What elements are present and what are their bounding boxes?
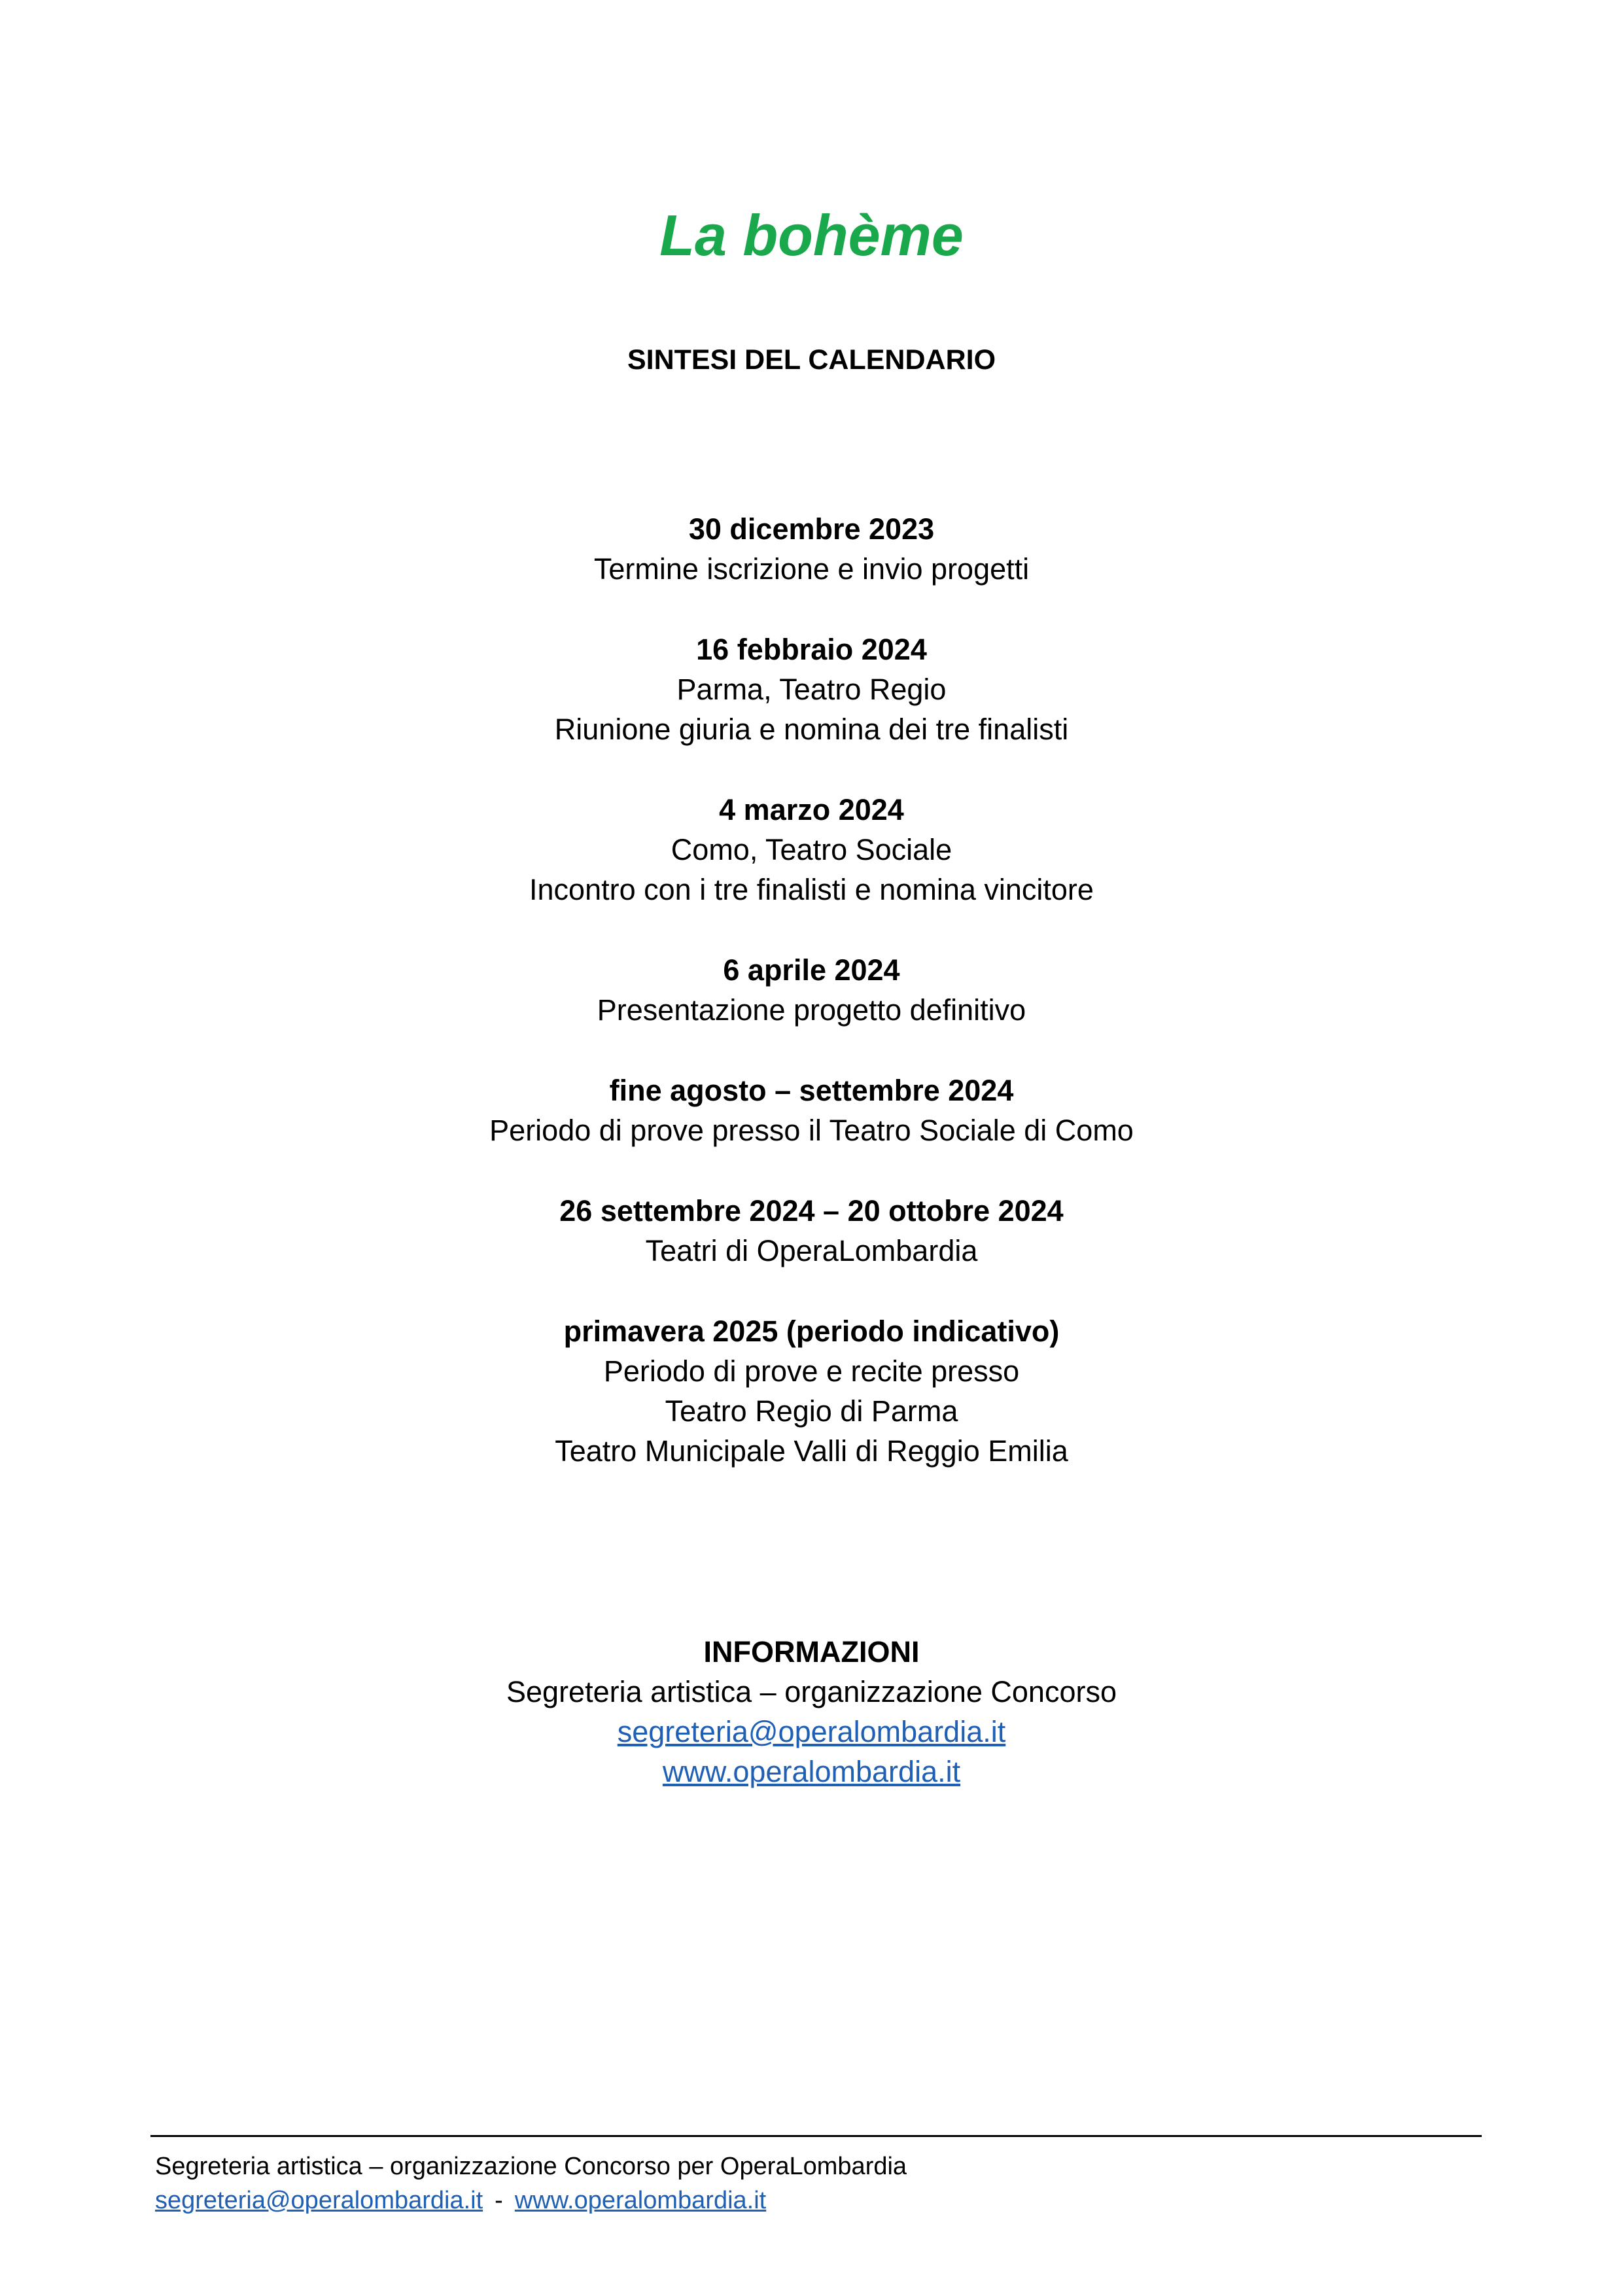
info-website-row (0, 1752, 1623, 1792)
page-footer (155, 2149, 1463, 2217)
event-description: Incontro con i tre finalisti e nomina vincitore (529, 873, 1094, 906)
calendar-event (0, 950, 1623, 1030)
footer-divider (150, 2135, 1482, 2137)
section-heading: SINTESI DEL CALENDARIO (627, 344, 996, 376)
info-heading: INFORMAZIONI (703, 1635, 920, 1669)
event-date: 4 marzo 2024 (719, 793, 904, 826)
event-description: Periodo di prove presso il Teatro Sociale di Como (489, 1114, 1134, 1147)
info-email-row (0, 1712, 1623, 1752)
event-date: primavera 2025 (periodo indicativo) (563, 1315, 1060, 1348)
event-venue: Teatro Regio di Parma (665, 1394, 958, 1428)
footer-separator: - (495, 2187, 503, 2214)
info-contact-label: Segreteria artistica – organizzazione Concorso (506, 1675, 1117, 1708)
info-section (0, 1632, 1623, 1792)
event-location: Parma, Teatro Regio (676, 673, 947, 706)
event-description: Presentazione progetto definitivo (597, 993, 1026, 1027)
event-date: fine agosto – settembre 2024 (609, 1074, 1014, 1107)
event-date: 26 settembre 2024 – 20 ottobre 2024 (559, 1194, 1064, 1227)
event-description: Teatri di OperaLombardia (645, 1234, 978, 1267)
footer-text: Segreteria artistica – organizzazione Concorso per OperaLombardia (155, 2153, 907, 2180)
calendar-event (0, 790, 1623, 910)
event-date: 16 febbraio 2024 (696, 633, 927, 666)
event-venue: Teatro Municipale Valli di Reggio Emilia (555, 1434, 1068, 1468)
calendar-event (0, 1311, 1623, 1471)
calendar-event (0, 1070, 1623, 1150)
event-location: Como, Teatro Sociale (671, 833, 952, 866)
calendar-list (0, 509, 1623, 1511)
event-description: Termine iscrizione e invio progetti (593, 552, 1030, 586)
info-website-link[interactable]: www.operalombardia.it (662, 1755, 961, 1788)
document-title: La bohème (659, 203, 964, 268)
info-email-link[interactable]: segreteria@operalombardia.it (617, 1715, 1006, 1748)
calendar-event (0, 509, 1623, 589)
calendar-event (0, 1191, 1623, 1271)
footer-email-link[interactable]: segreteria@operalombardia.it (155, 2187, 483, 2214)
event-description: Periodo di prove e recite presso (603, 1354, 1020, 1388)
event-description: Riunione giuria e nomina dei tre finalisti (554, 713, 1069, 746)
calendar-event (0, 629, 1623, 749)
event-date: 6 aprile 2024 (723, 953, 900, 987)
footer-links (155, 2183, 1463, 2217)
event-date: 30 dicembre 2023 (688, 512, 935, 546)
footer-website-link[interactable]: www.operalombardia.it (514, 2187, 767, 2214)
